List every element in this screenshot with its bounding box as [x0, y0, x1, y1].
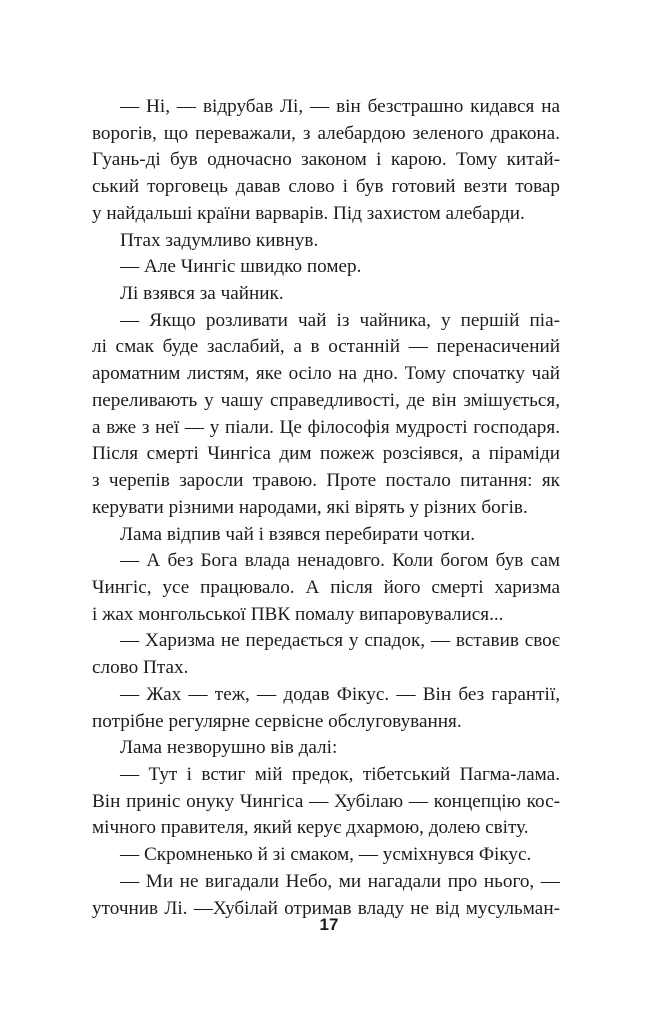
text-line: — Ми не вигадали Небо, ми нагадали про нього, —: [120, 870, 560, 892]
text-line: Гуань-ді був одночасно законом і карою. Тому китай-: [92, 149, 560, 171]
text-line: — А без Бога влада ненадовго. Коли богом був сам: [120, 550, 560, 572]
text-line: ський торговець давав слово і був готовий везти товар: [92, 176, 560, 198]
text-line: — Тут і встиг мій предок, тібетський Пагма-лама.: [120, 763, 560, 785]
text-line: ворогів, що переважали, з алебардою зеленого дракона.: [92, 122, 560, 144]
text-line: лі смак буде заслабий, а в останній — перенасичений: [92, 336, 560, 358]
text-line: а вже з неї — у піали. Це філософія мудрості господаря.: [92, 416, 560, 438]
text-line: Чингіс, усе працювало. А після його смерті харизма: [92, 576, 560, 598]
text-line: Лама відпив чай і взявся перебирати чотки.: [120, 523, 476, 545]
text-line: Лама незворушно вів далі:: [120, 737, 338, 759]
text-line: керувати різними народами, які вірять у різних богів.: [92, 496, 528, 518]
text-line: Після смерті Чингіса дим пожеж розсіявся, а піраміди: [92, 443, 560, 465]
text-line: слово Птах.: [92, 657, 189, 679]
text-line: з черепів заросли травою. Проте постало питання: як: [92, 470, 560, 492]
text-line: Лі взявся за чайник.: [120, 283, 284, 305]
text-line: уточнив Лі. —Хубілай отримав владу не від мусульман-: [92, 897, 560, 919]
text-line: переливають у чашу справедливості, де він змішується,: [92, 389, 560, 411]
text-line: ароматним листям, яке осіло на дно. Тому спочатку чай: [92, 363, 560, 385]
text-line: Він приніс онуку Чингіса — Хубілаю — концепцію кос-: [92, 790, 560, 812]
text-line: — Скромненько й зі смаком, — усміхнувся Фікус.: [120, 844, 532, 866]
text-line: Птах задумливо кивнув.: [120, 229, 319, 251]
text-line: потрібне регулярне сервісне обслуговування.: [92, 710, 462, 732]
text-line: у найдальші країни варварів. Під захистом алебарди.: [92, 202, 525, 224]
text-line: — Жах — теж, — додав Фікус. — Він без гарантії,: [120, 683, 560, 705]
text-line: — Харизма не передається у спадок, — вставив своє: [120, 630, 560, 652]
text-line: — Якщо розливати чай із чайника, у першій піа-: [120, 309, 560, 331]
text-line: мічного правителя, який керує дхармою, долею світу.: [92, 817, 529, 839]
text-line: — Але Чингіс швидко помер.: [120, 256, 362, 278]
text-line: і жах монгольської ПВК помалу випаровувалися...: [92, 603, 504, 625]
page-number: 17: [319, 915, 339, 934]
body-text: [92, 94, 560, 922]
text-line: — Ні, — відрубав Лі, — він безстрашно кидався на: [120, 96, 560, 117]
